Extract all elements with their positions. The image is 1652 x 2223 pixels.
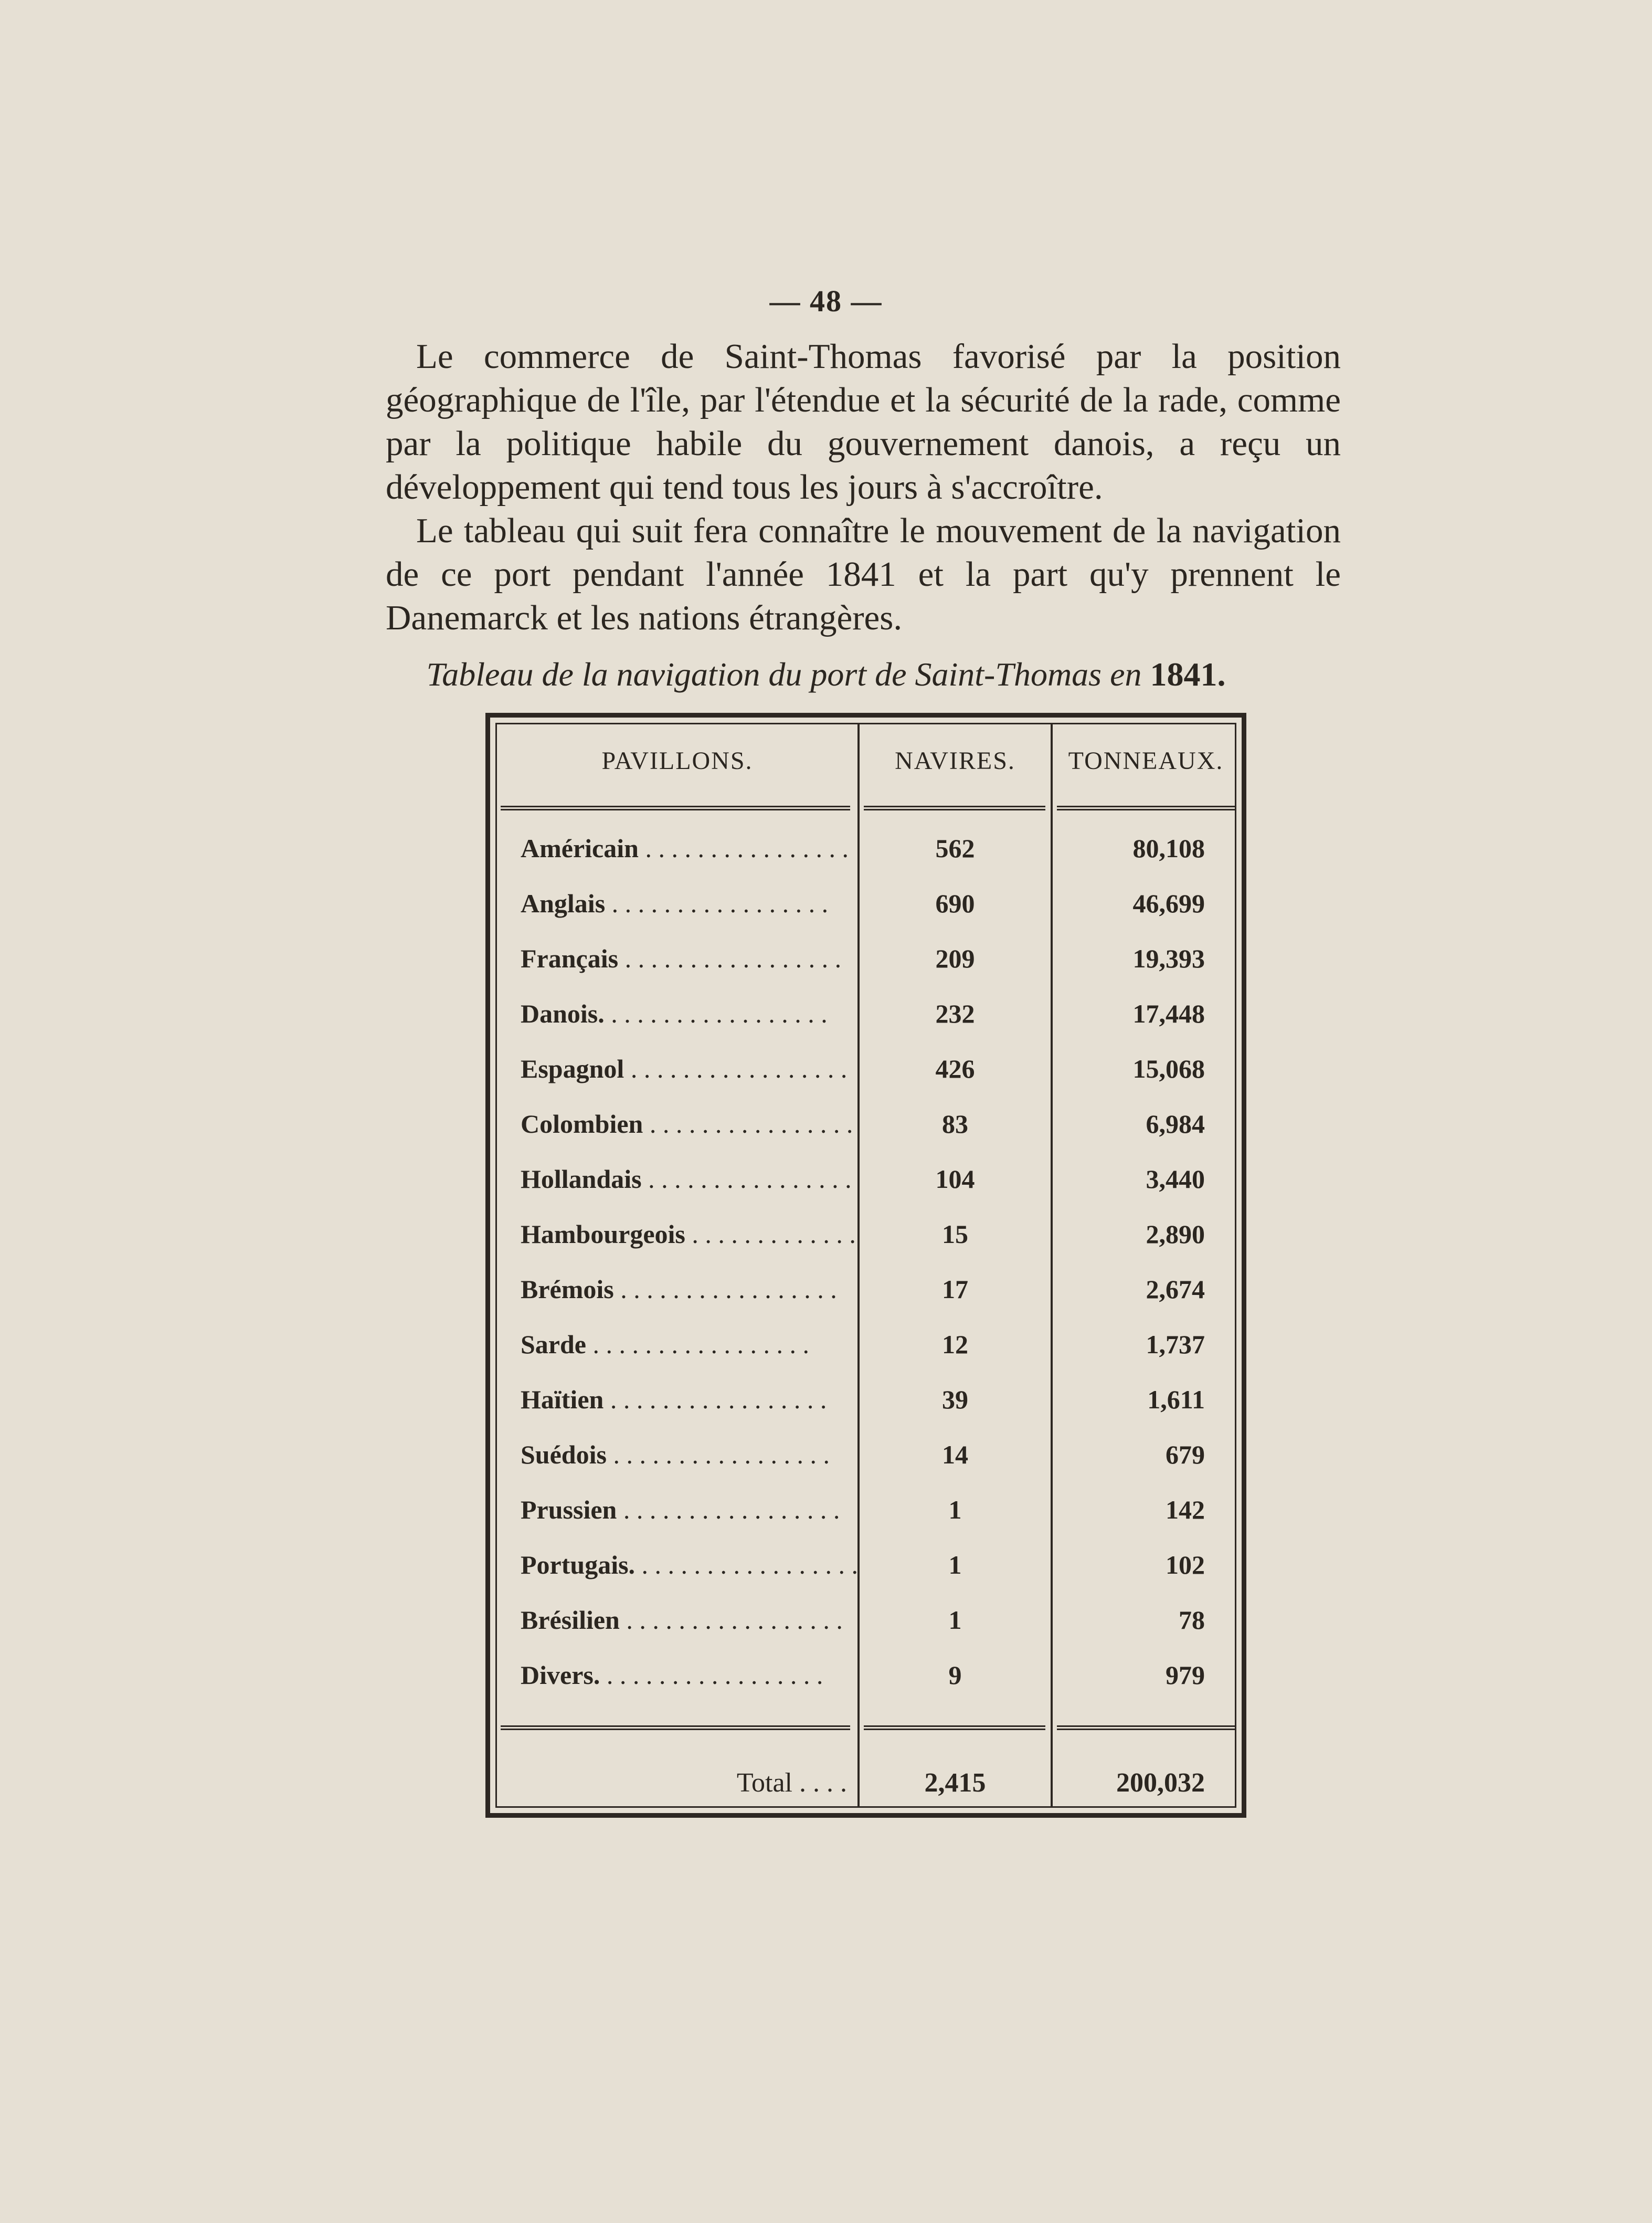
row-navires: 232	[935, 999, 975, 1028]
header-rule	[864, 806, 1045, 807]
header-navires: NAVIRES.	[895, 747, 1015, 775]
row-tonneaux: 1,611	[1147, 1385, 1205, 1414]
total-navires: 2,415	[924, 1768, 986, 1798]
row-navires: 9	[948, 1660, 962, 1690]
total-rule	[501, 1725, 850, 1727]
row-pavillon: Anglais . . .	[521, 888, 856, 919]
row-tonneaux: 1,737	[1146, 1330, 1205, 1359]
row-navires: 15	[942, 1219, 968, 1249]
body-text	[386, 335, 1341, 640]
row-navires: 1	[948, 1495, 962, 1524]
total-rule	[1057, 1725, 1236, 1727]
caption-text: Tableau de la navigation du port de Saint-Thomas en	[426, 656, 1142, 693]
row-pavillon: Prussien . . .	[521, 1494, 856, 1525]
row-pavillon: Hambourgeois . . .	[521, 1219, 856, 1249]
table-row	[490, 1053, 1242, 1109]
table-row	[490, 998, 1242, 1053]
row-pavillon: Haïtien . . .	[521, 1384, 856, 1415]
row-tonneaux: 19,393	[1132, 944, 1205, 973]
table-row	[490, 1164, 1242, 1219]
total-rule	[864, 1725, 1045, 1727]
total-label: Total . . . .	[490, 1767, 847, 1798]
row-tonneaux: 6,984	[1146, 1109, 1205, 1139]
table-row	[490, 1219, 1242, 1274]
paragraph: Le tableau qui suit fera connaître le mouvement de la navigation de ce port pendant l'année 1841 et la part qu'y prennent le Danemarck et les nations étrangères.	[386, 511, 1341, 637]
table-row	[490, 1384, 1242, 1439]
header-rule	[501, 806, 850, 807]
table-caption	[0, 655, 1652, 694]
row-navires: 1	[948, 1550, 962, 1579]
row-pavillon: Espagnol . . .	[521, 1053, 856, 1084]
header-rule	[1057, 806, 1236, 807]
row-navires: 1	[948, 1605, 962, 1635]
row-tonneaux: 102	[1166, 1550, 1205, 1579]
row-pavillon: Américain . . .	[521, 833, 856, 863]
table-row	[490, 1605, 1242, 1660]
row-navires: 562	[935, 834, 975, 863]
row-pavillon: Portugais. . . .	[521, 1550, 856, 1580]
row-tonneaux: 80,108	[1132, 834, 1205, 863]
row-pavillon: Brésilien . . .	[521, 1605, 856, 1635]
table-row	[490, 1550, 1242, 1605]
row-pavillon: Brémois . . .	[521, 1274, 856, 1304]
table-row	[490, 833, 1242, 888]
row-navires: 12	[942, 1330, 968, 1359]
table-row	[490, 1274, 1242, 1329]
table-row	[490, 943, 1242, 998]
total-tonneaux: 200,032	[1116, 1768, 1205, 1798]
row-tonneaux: 679	[1166, 1440, 1205, 1469]
row-pavillon: Suédois . . .	[521, 1439, 856, 1470]
total-row	[490, 1767, 1242, 1815]
row-tonneaux: 17,448	[1132, 999, 1205, 1028]
header-tonneaux: TONNEAUX.	[1068, 747, 1224, 775]
page-number: — 48 —	[769, 284, 883, 318]
row-tonneaux: 142	[1166, 1495, 1205, 1524]
table-row	[490, 1439, 1242, 1494]
row-navires: 426	[935, 1054, 975, 1083]
row-navires: 83	[942, 1109, 968, 1139]
row-pavillon: Colombien . . .	[521, 1109, 856, 1139]
row-navires: 14	[942, 1440, 968, 1469]
table-row	[490, 1494, 1242, 1550]
table-row	[490, 888, 1242, 943]
paragraph: Le commerce de Saint-Thomas favorisé par la position géographique de l'île, par l'étendue et la sécurité de la rade, comme par la politique habile du gouvernement danois, a reçu un développement qui tend tous les jours à s'accroître.	[386, 337, 1341, 507]
row-tonneaux: 2,890	[1146, 1219, 1205, 1249]
row-tonneaux: 78	[1179, 1605, 1205, 1635]
row-pavillon: Divers. . . .	[521, 1660, 856, 1690]
row-tonneaux: 15,068	[1132, 1054, 1205, 1083]
row-pavillon: Français . . .	[521, 943, 856, 974]
navigation-table	[485, 713, 1246, 1818]
row-navires: 690	[935, 889, 975, 918]
row-navires: 17	[942, 1274, 968, 1304]
row-navires: 39	[942, 1385, 968, 1414]
row-pavillon: Sarde . . .	[521, 1329, 856, 1360]
row-tonneaux: 979	[1166, 1660, 1205, 1690]
header-pavillons: PAVILLONS.	[601, 747, 753, 775]
table-body	[490, 833, 1242, 1715]
row-tonneaux: 2,674	[1146, 1274, 1205, 1304]
table-row	[490, 1660, 1242, 1715]
row-tonneaux: 3,440	[1146, 1164, 1205, 1194]
row-pavillon: Danois. . . .	[521, 998, 856, 1029]
row-tonneaux: 46,699	[1132, 889, 1205, 918]
caption-year: 1841.	[1150, 656, 1226, 693]
row-navires: 209	[935, 944, 975, 973]
row-pavillon: Hollandais . . .	[521, 1164, 856, 1194]
table-row	[490, 1109, 1242, 1164]
row-navires: 104	[935, 1164, 975, 1194]
table-row	[490, 1329, 1242, 1384]
